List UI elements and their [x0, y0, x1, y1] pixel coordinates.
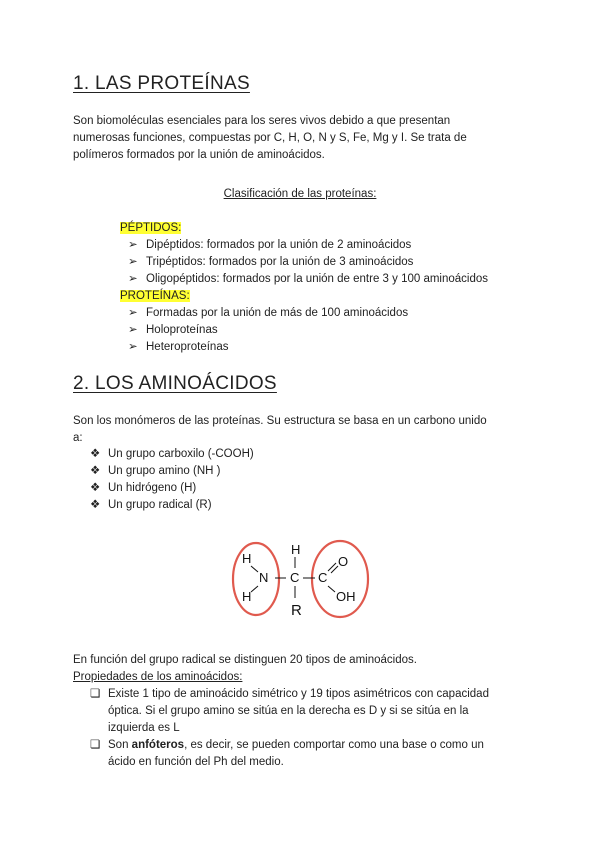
diamond-bullet-icon: ❖	[90, 482, 101, 494]
arrow-bullet-icon: ➢	[128, 307, 138, 319]
arrow-bullet-icon: ➢	[128, 341, 138, 353]
list-item: ❏ Son anfóteros, es decir, se pueden comportar como una base o como un	[90, 737, 489, 754]
bond-h-n	[251, 586, 258, 592]
diamond-bullet-icon: ❖	[90, 465, 101, 477]
arrow-bullet-icon: ➢	[128, 239, 138, 251]
r-label: R	[291, 602, 302, 619]
properties-list: ❏ Existe 1 tipo de aminoácido simétrico y 19 tipos asimétricos con capacidad óptica. Si el grupo amino se sitúa en la derecha es D y si se sitúa en la izquierda es L ❏ Son anfóteros, es decir, se pueden comportar como una base o como un ácido en función del Ph del medio.	[90, 688, 489, 768]
bond-c-oh	[328, 586, 335, 592]
list-item: ➢ Heteroproteínas	[120, 339, 488, 356]
checkbox-bullet-icon: ❏	[90, 739, 101, 751]
intro-line: Son biomoléculas esenciales para los seres vivos debido a que presentan	[73, 115, 451, 127]
bond-h-n	[251, 566, 258, 572]
intro-line: polímeros formados por la unión de aminoácidos.	[73, 149, 325, 161]
n-label: N	[259, 570, 269, 585]
h-left-bottom-label: H	[242, 589, 252, 604]
list-item: ❏ Existe 1 tipo de aminoácido simétrico y 19 tipos asimétricos con capacidad	[90, 686, 489, 703]
amine-circle	[233, 543, 279, 615]
anfoteros-bold: anfóteros	[131, 739, 185, 751]
classification-list	[120, 220, 488, 356]
list-item: ➢ Holoproteínas	[120, 322, 488, 339]
amino-acid-structure	[225, 535, 385, 627]
intro-line: numerosas funciones, compuestas por C, H, O, N y S, Fe, Mg y I. Se trata de	[73, 132, 467, 144]
oh-label: OH	[336, 589, 356, 604]
classification-title: Clasificación de las proteínas:	[223, 188, 377, 200]
list-item: ❖ Un hidrógeno (H)	[90, 480, 254, 497]
list-item: ➢ Formadas por la unión de más de 100 aminoácidos	[120, 305, 488, 322]
list-item: ➢ Oligopéptidos: formados por la unión de entre 3 y 100 aminoácidos	[120, 271, 488, 288]
list-item: ➢ Tripéptidos: formados por la unión de 3 aminoácidos	[120, 254, 488, 271]
h-left-top-label: H	[242, 551, 252, 566]
o-label: O	[338, 554, 349, 569]
groups-list	[90, 446, 254, 514]
list-item: ❖ Un grupo carboxilo (-COOH)	[90, 446, 254, 463]
arrow-bullet-icon: ➢	[128, 324, 138, 336]
arrow-bullet-icon: ➢	[128, 256, 138, 268]
peptidos-label: PÉPTIDOS:	[120, 222, 182, 234]
section-2-intro: Son los monómeros de las proteínas. Su estructura se basa en un carbono unido a:	[73, 415, 487, 444]
h-top-label: H	[291, 542, 301, 557]
c-alpha-label: C	[290, 570, 300, 585]
section-2-title: 2. LOS AMINOÁCIDOS	[73, 373, 277, 394]
section-1-title: 1. LAS PROTEÍNAS	[73, 73, 250, 94]
properties-title: Propiedades de los aminoácidos:	[73, 671, 243, 683]
arrow-bullet-icon: ➢	[128, 273, 138, 285]
list-item: ❖ Un grupo amino (NH )	[90, 463, 254, 480]
diamond-bullet-icon: ❖	[90, 499, 101, 511]
proteinas-label: PROTEÍNAS:	[120, 290, 190, 302]
section-1-intro	[73, 113, 467, 164]
c-carboxyl-label: C	[318, 570, 328, 585]
list-item: ❖ Un grupo radical (R)	[90, 497, 254, 514]
checkbox-bullet-icon: ❏	[90, 688, 101, 700]
list-item: ➢ Dipéptidos: formados por la unión de 2 aminoácidos	[120, 237, 488, 254]
diamond-bullet-icon: ❖	[90, 448, 101, 460]
radical-types-text: En función del grupo radical se distinguen 20 tipos de aminoácidos.	[73, 654, 417, 666]
